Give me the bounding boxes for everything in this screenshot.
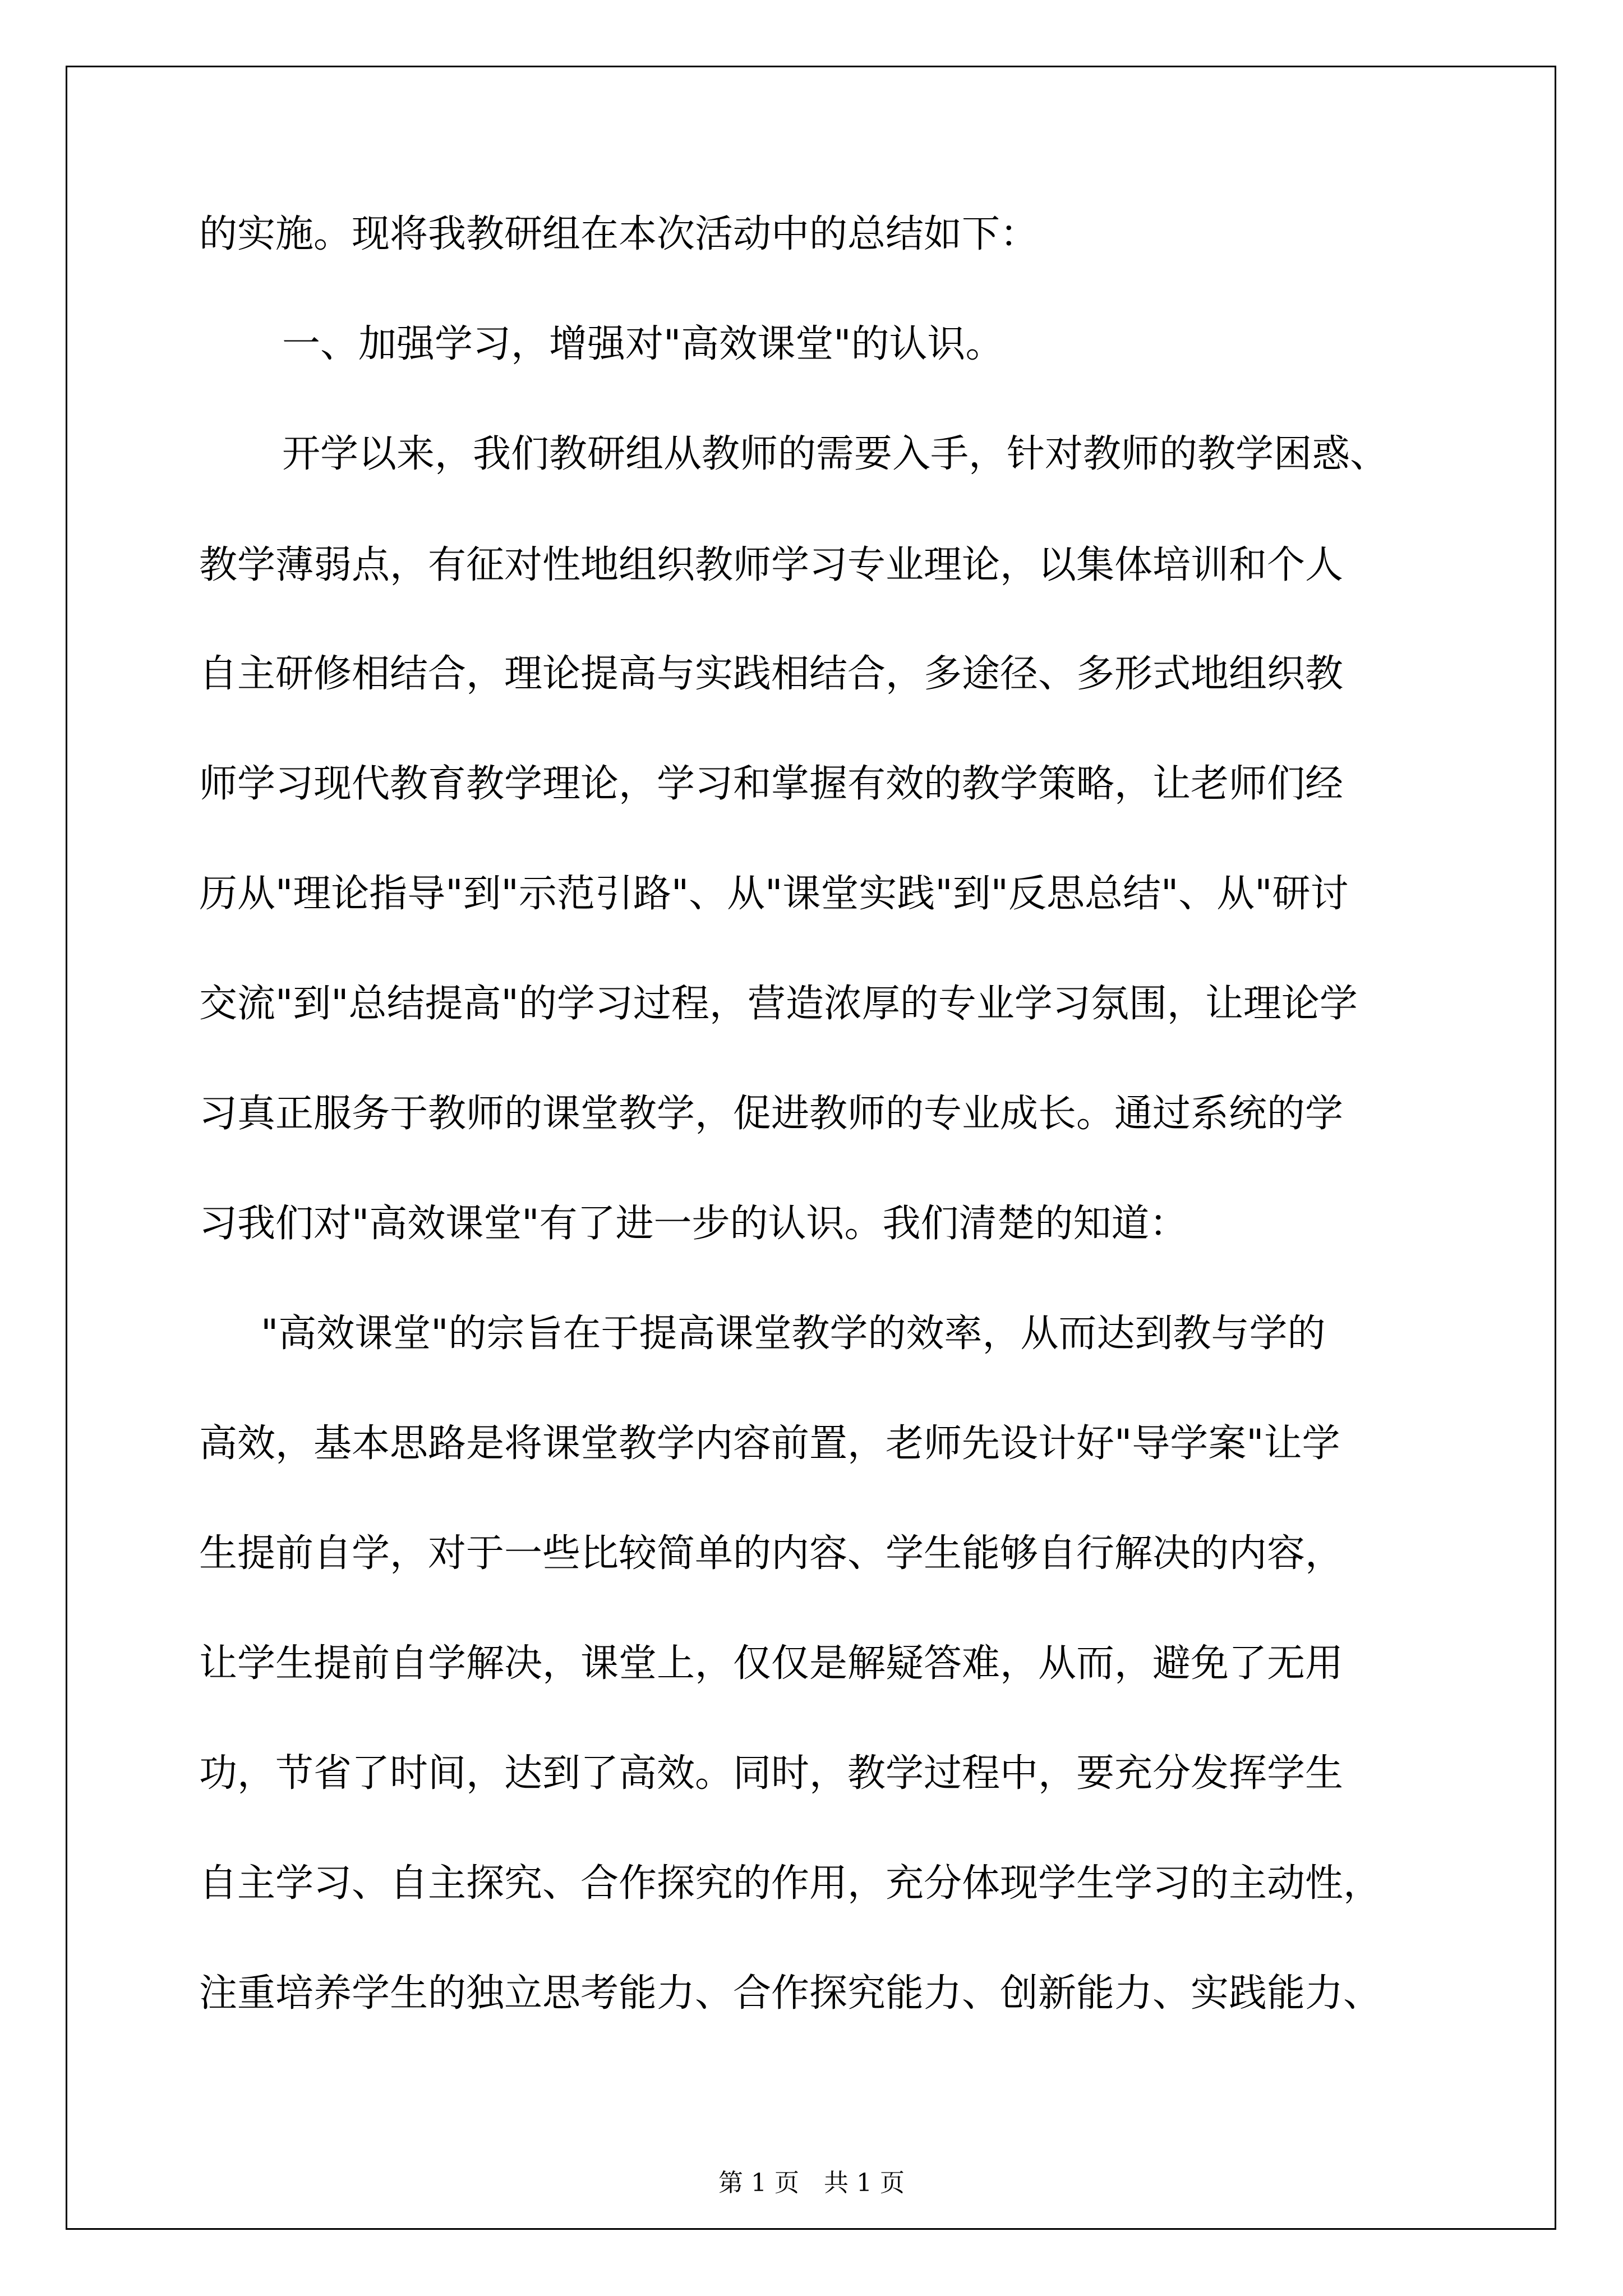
text-line: 的实施。现将我教研组在本次活动中的总结如下： [199,212,1039,256]
text-line: 习真正服务于教师的课堂教学，促进教师的专业成长。通过系统的学 [199,1092,1344,1136]
text-line: 注重培养学生的独立思考能力、合作探究能力、创新能力、实践能力、 [199,1971,1382,2016]
text-line: "高效课堂"的宗旨在于提高课堂教学的效率，从而达到教与学的 [261,1312,1326,1356]
text-line: 师学习现代教育教学理论，学习和掌握有效的教学策略，让老师们经 [199,762,1344,806]
section-heading: 一、加强学习，增强对"高效课堂"的认识。 [282,322,1004,366]
text-line: 交流"到"总结提高"的学习过程，营造浓厚的专业学习氛围，让理论学 [199,982,1358,1026]
text-line: 让学生提前自学解决，课堂上，仅仅是解疑答难，从而，避免了无用 [199,1641,1344,1686]
text-line: 高效，基本思路是将课堂教学内容前置，老师先设计好"导学案"让学 [199,1421,1340,1466]
page-number-footer: 第 1 页 共 1 页 [718,2169,905,2197]
text-line: 功，节省了时间，达到了高效。同时，教学过程中，要充分发挥学生 [199,1751,1344,1796]
text-line: 生提前自学，对于一些比较简单的内容、学生能够自行解决的内容， [199,1531,1344,1576]
text-line: 自主学习、自主探究、合作探究的作用，充分体现学生学习的主动性， [199,1861,1382,1906]
text-line: 历从"理论指导"到"示范引路"、从"课堂实践"到"反思总结"、从"研讨 [199,872,1349,916]
text-line: 教学薄弱点，有征对性地组织教师学习专业理论，以集体培训和个人 [199,543,1344,587]
text-line: 自主研修相结合，理论提高与实践相结合，多途径、多形式地组织教 [199,652,1344,696]
text-line: 开学以来，我们教研组从教师的需要入手，针对教师的教学困惑、 [282,432,1389,476]
text-line: 习我们对"高效课堂"有了进一步的认识。我们清楚的知道： [199,1202,1188,1246]
